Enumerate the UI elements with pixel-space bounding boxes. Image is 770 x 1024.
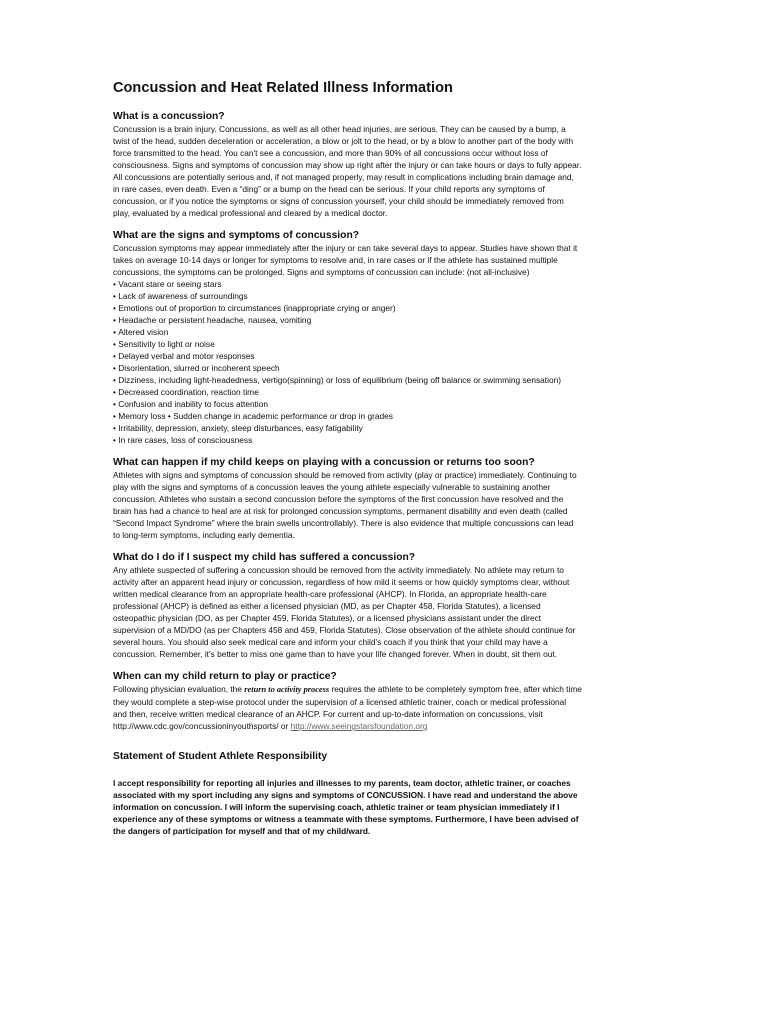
foundation-link[interactable]: http://www.seeingstarsfoundation.org [290, 721, 428, 731]
body-text-start: Following physician evaluation, the [113, 684, 245, 694]
section-body: Concussion is a brain injury. Concussions, as well as all other head injuries, are serious. They can be caused by a bump, a twist of the head, sudden deceleration or acceleration, a blow or jolt to the head, or by a blow to another part of the body with force transmitted to the head. You can't see a concussion, and more than 90% of all concussions occur without loss of consciousness. Signs and symptoms of concussion may show up right after the injury or can take hours or days to fully appear. All concussions are potentially serious and, if not managed properly, may result in complications including brain damage and, in rare cases, even death. Even a “ding” or a bump on the head can be serious. If your child reports any symptoms of concussion, or if you notice the symptoms or signs of concussion yourself, your child should be immediately removed from play, evaluated by a medical professional and cleared by a medical doctor. [113, 124, 582, 218]
list-item: • Dizziness, including light-headedness, vertigo(spinning) or loss of equilibrium (being off balance or swimming sensation) [113, 374, 685, 386]
list-item: • Sensitivity to light or noise [113, 338, 685, 350]
emphasized-phrase: return to activity process [244, 685, 330, 694]
section-heading: What do I do if I suspect my child has suffered a concussion? [113, 552, 416, 563]
list-item: • Headache or persistent headache, nausea, vomiting [113, 314, 685, 326]
section-heading: What can happen if my child keeps on playing with a concussion or returns too soon? [113, 457, 535, 468]
section-keeps-playing [113, 456, 685, 541]
section-what-is-concussion [113, 110, 685, 219]
section-heading: What is a concussion? [113, 111, 225, 122]
document-content [113, 80, 685, 837]
section-return-to-play [113, 670, 685, 732]
section-body: Concussion symptoms may appear immediately after the injury or can take several days to appear. Studies have shown that it takes on average 10-14 days or longer for symptoms to resolve and, in rare cases or if the athlete has sustained multiple concussions, the symptoms can be prolonged. Signs and symptoms of concussion can include: (not all-inclusive) [113, 243, 578, 277]
symptom-list [113, 278, 685, 446]
section-body: Athletes with signs and symptoms of concussion should be removed from activity (play or practice) immediately. Continuing to play with the signs and symptoms of a concussion leaves the young athlete especially vulnerable to sustaining another concussion. Athletes who sustain a second concussion before the symptoms of the first concussion have resolved and the brain has had a chance to heal are at risk for prolonged concussion symptoms, permanent disability and even death (called “Second Impact Syndrome” where the brain swells uncontrollably). There is also evidence that multiple concussions can lead to long-term symptoms, including early dementia. [113, 470, 577, 540]
list-item: • Altered vision [113, 326, 685, 338]
list-item: • Confusion and inability to focus attention [113, 398, 685, 410]
list-item: • Vacant stare or seeing stars [113, 278, 685, 290]
list-item: • Decreased coordination, reaction time [113, 386, 685, 398]
list-item: • Lack of awareness of surroundings [113, 290, 685, 302]
page-title: Concussion and Heat Related Illness Information [113, 80, 453, 96]
body-text-end: requires the athlete to be completely symptom free, after which time they would complete a step-wise protocol under the supervision of a licensed athletic trainer, coach or medical professional and then, receive written medical clearance of an AHCP. For current and up-to-date information on concussions, visit http://www.cdc.gov/concussioninyouthsports/ or [113, 684, 582, 731]
statement-heading: Statement of Student Athlete Responsibility [113, 751, 328, 762]
section-body [113, 683, 685, 732]
list-item: • Delayed verbal and motor responses [113, 350, 685, 362]
list-item: • Disorientation, slurred or incoherent speech [113, 362, 685, 374]
list-item: • Memory loss • Sudden change in academic performance or drop in grades [113, 410, 685, 422]
section-signs-symptoms [113, 229, 685, 446]
section-suspect-concussion [113, 551, 685, 660]
list-item: • Irritability, depression, anxiety, sleep disturbances, easy fatigability [113, 422, 685, 434]
section-heading: What are the signs and symptoms of concussion? [113, 230, 360, 241]
section-heading: When can my child return to play or practice? [113, 671, 337, 682]
section-body: Any athlete suspected of suffering a concussion should be removed from the activity immediately. No athlete may return to activity after an apparent head injury or concussion, regardless of how mild it seems or how quickly symptoms clear, without written medical clearance from an appropriate health-care professional (AHCP). In Florida, an appropriate health-care professional (AHCP) is defined as either a licensed physician (MD, as per Chapter 458, Florida Statutes), a licensed osteopathic physician (DO, as per Chapter 459, Florida Statutes), or a licensed physicians assistant under the direct supervision of a MD/DO (as per Chapters 458 and 459, Florida Statutes). Close observation of the athlete should continue for several hours. You should also seek medical care and inform your child's coach if you think that your child may have a concussion. Remember, it's better to miss one game than to have your life changed forever. When in doubt, sit them out. [113, 565, 576, 659]
list-item: • Emotions out of proportion to circumstances (inappropriate crying or anger) [113, 302, 685, 314]
list-item: • In rare cases, loss of consciousness [113, 434, 685, 446]
statement-body: I accept responsibility for reporting all injuries and illnesses to my parents, team doctor, athletic trainer, or coaches associated with my sport including any signs and symptoms of CONCUSSION. I have read and understand the above information on concussion. I will inform the supervising coach, athletic trainer or team physician immediately if I experience any of these symptoms or witness a teammate with these symptoms. Furthermore, I have been advised of the dangers of participation for myself and that of my child/ward. [113, 778, 579, 836]
